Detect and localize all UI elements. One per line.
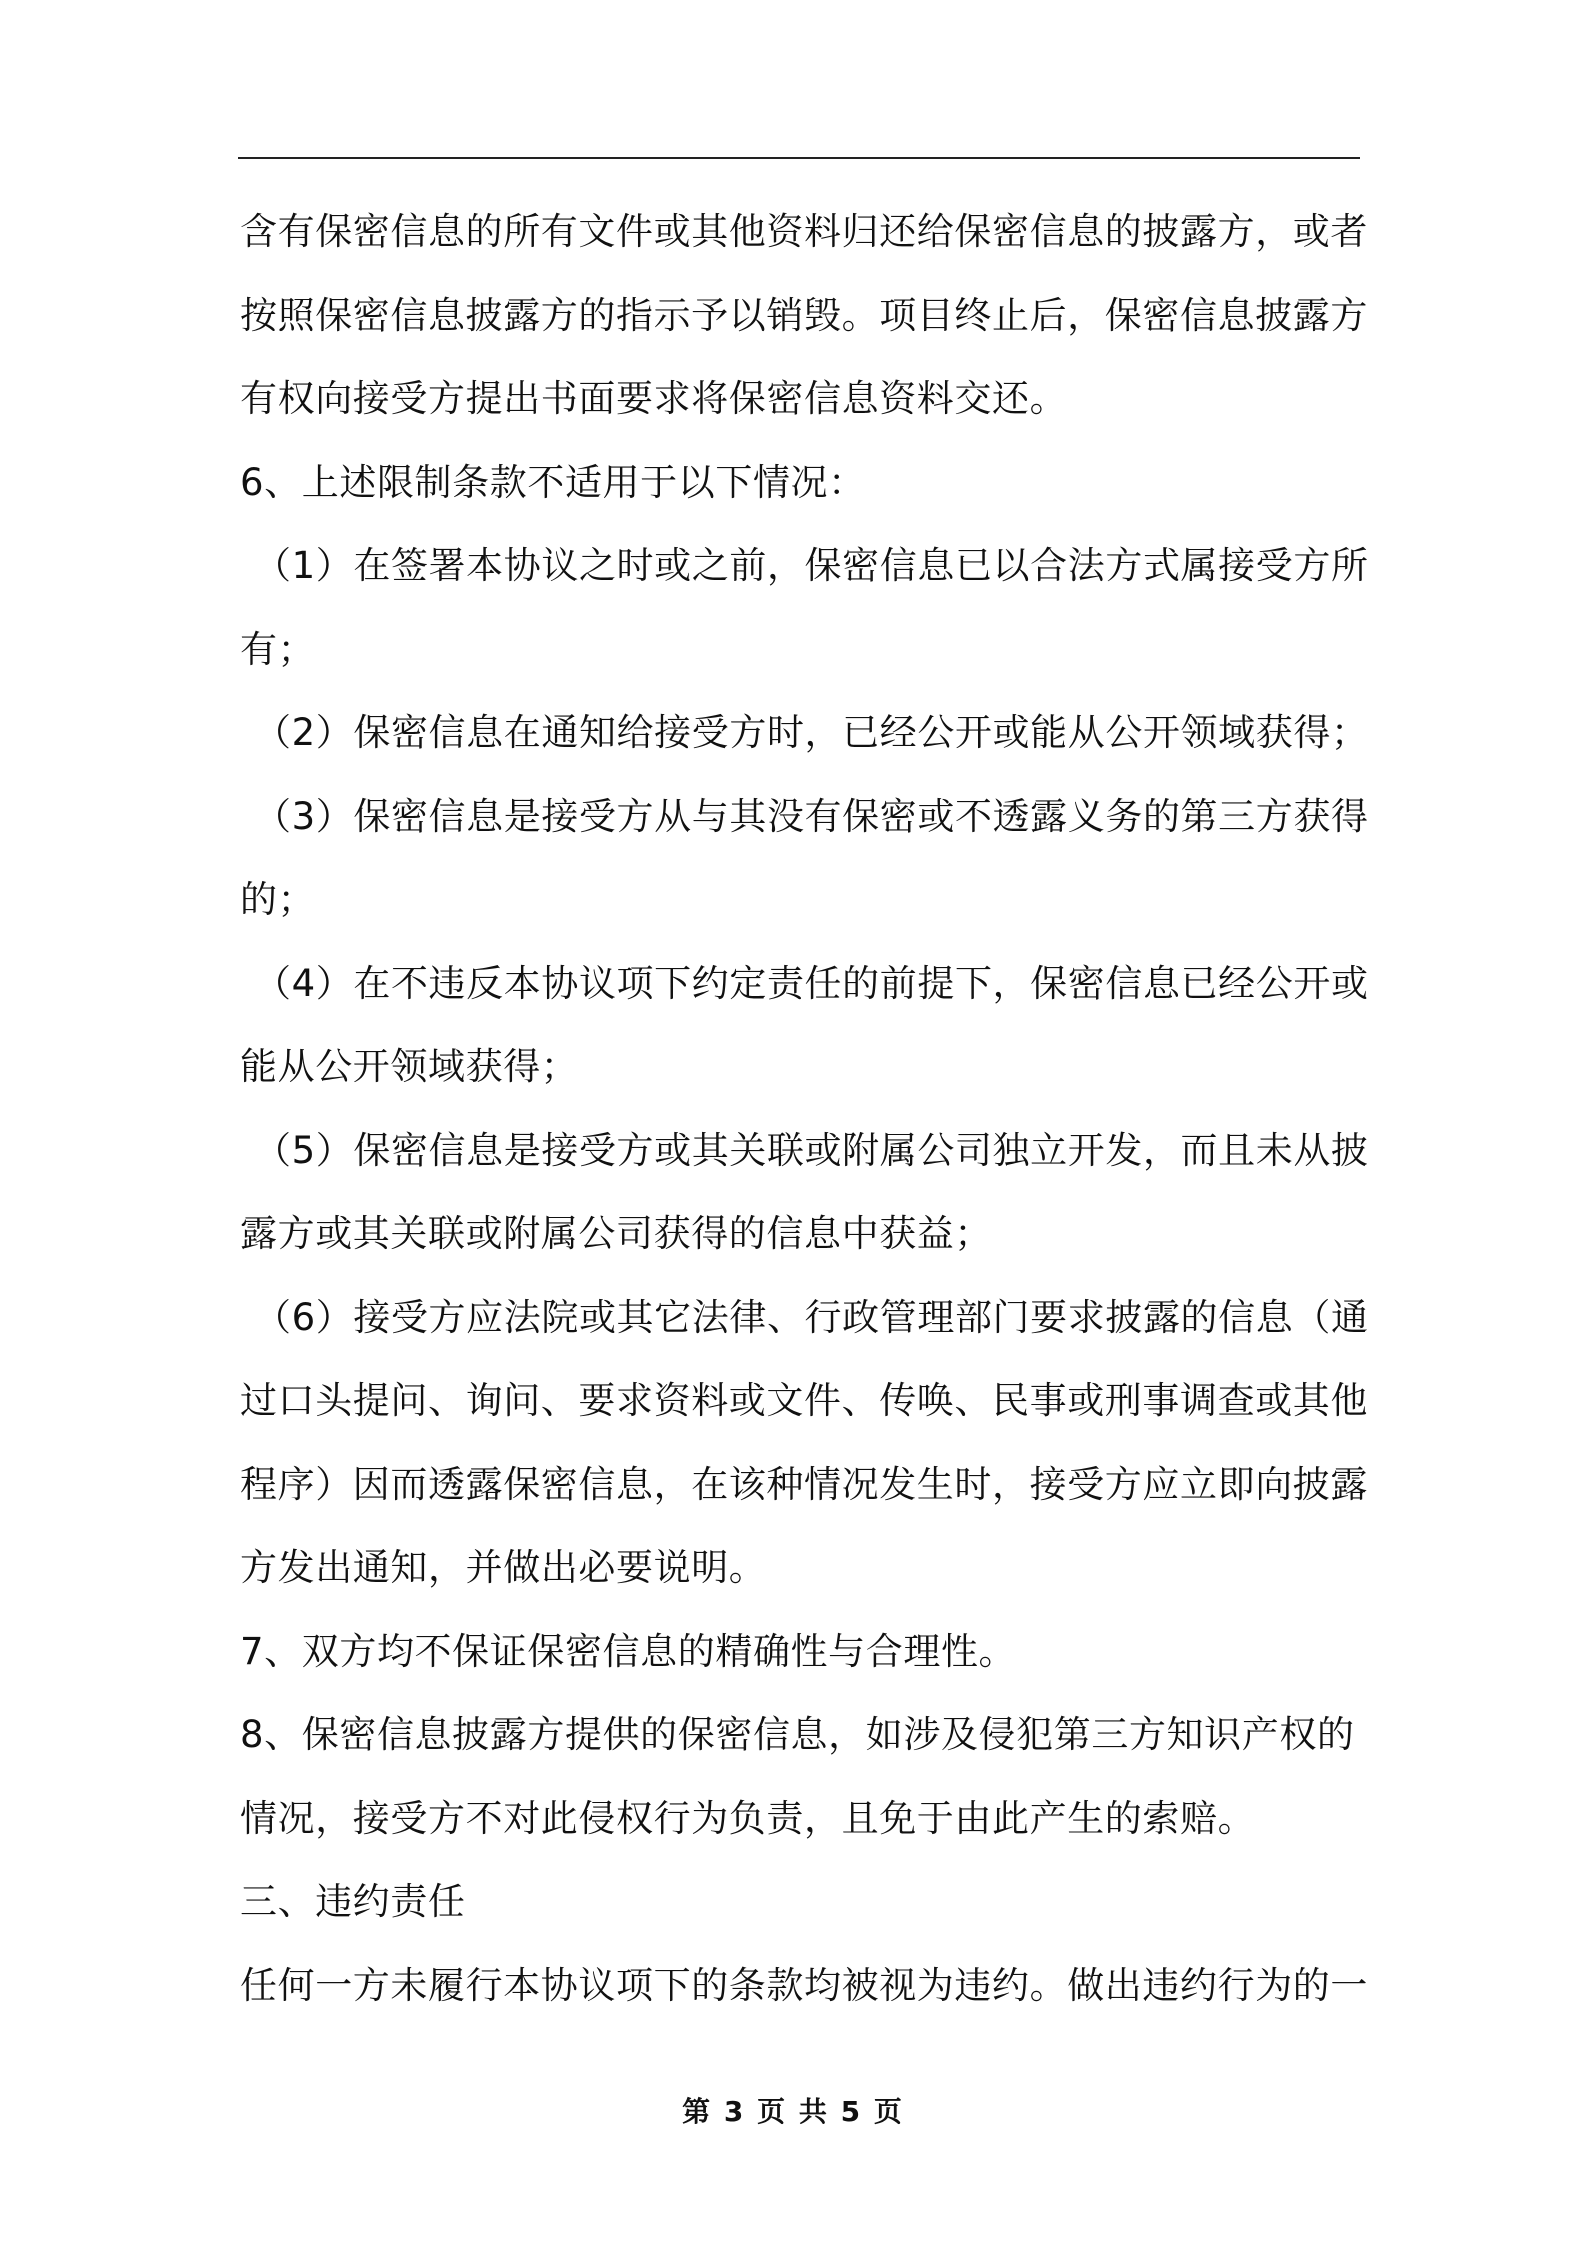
text-line: 有； [240,627,316,671]
text-line: 按照保密信息披露方的指示予以销毁。项目终止后，保密信息披露方 [240,293,1368,337]
text-line: 任何一方未履行本协议项下的条款均被视为违约。做出违约行为的一 [240,1963,1368,2007]
text-line: 能从公开领域获得； [240,1045,579,1088]
item-6: （6）接受方应法院或其它法律、行政管理部门要求披露的信息（通 [254,1295,1369,1339]
clause-8: 8、保密信息披露方提供的保密信息，如涉及侵犯第三方知识产权的 [240,1713,1355,1756]
text-line: 露方或其关联或附属公司获得的信息中获益； [240,1212,992,1255]
item-2: （2）保密信息在通知给接受方时，已经公开或能从公开领域获得； [254,711,1369,754]
text-line: 情况，接受方不对此侵权行为负责，且免于由此产生的索赔。 [240,1796,1256,1840]
text-line: 的； [240,878,316,921]
clause-7: 7、双方均不保证保密信息的精确性与合理性。 [240,1629,1017,1673]
item-5: （5）保密信息是接受方或其关联或附属公司独立开发，而且未从披 [254,1128,1369,1172]
text-line: 含有保密信息的所有文件或其他资料归还给保密信息的披露方，或者 [240,210,1368,253]
text-line: 过口头提问、询问、要求资料或文件、传唤、民事或刑事调查或其他 [240,1379,1368,1422]
page-number: 第 3 页 共 5 页 [682,2095,904,2128]
item-3: （3）保密信息是接受方从与其没有保密或不透露义务的第三方获得 [254,794,1369,838]
document-body [240,190,1369,2027]
item-4: （4）在不违反本协议项下约定责任的前提下，保密信息已经公开或 [254,961,1369,1005]
clause-6-heading: 6、上述限制条款不适用于以下情况： [240,460,866,504]
text-line: 方发出通知，并做出必要说明。 [240,1546,767,1589]
text-line: 程序）因而透露保密信息，在该种情况发生时，接受方应立即向披露 [240,1462,1368,1506]
header-rule [238,157,1360,159]
text-line: 有权向接受方提出书面要求将保密信息资料交还。 [240,377,1068,420]
section-3-heading: 三、违约责任 [240,1880,466,1923]
item-1: （1）在签署本协议之时或之前，保密信息已以合法方式属接受方所 [254,544,1369,587]
